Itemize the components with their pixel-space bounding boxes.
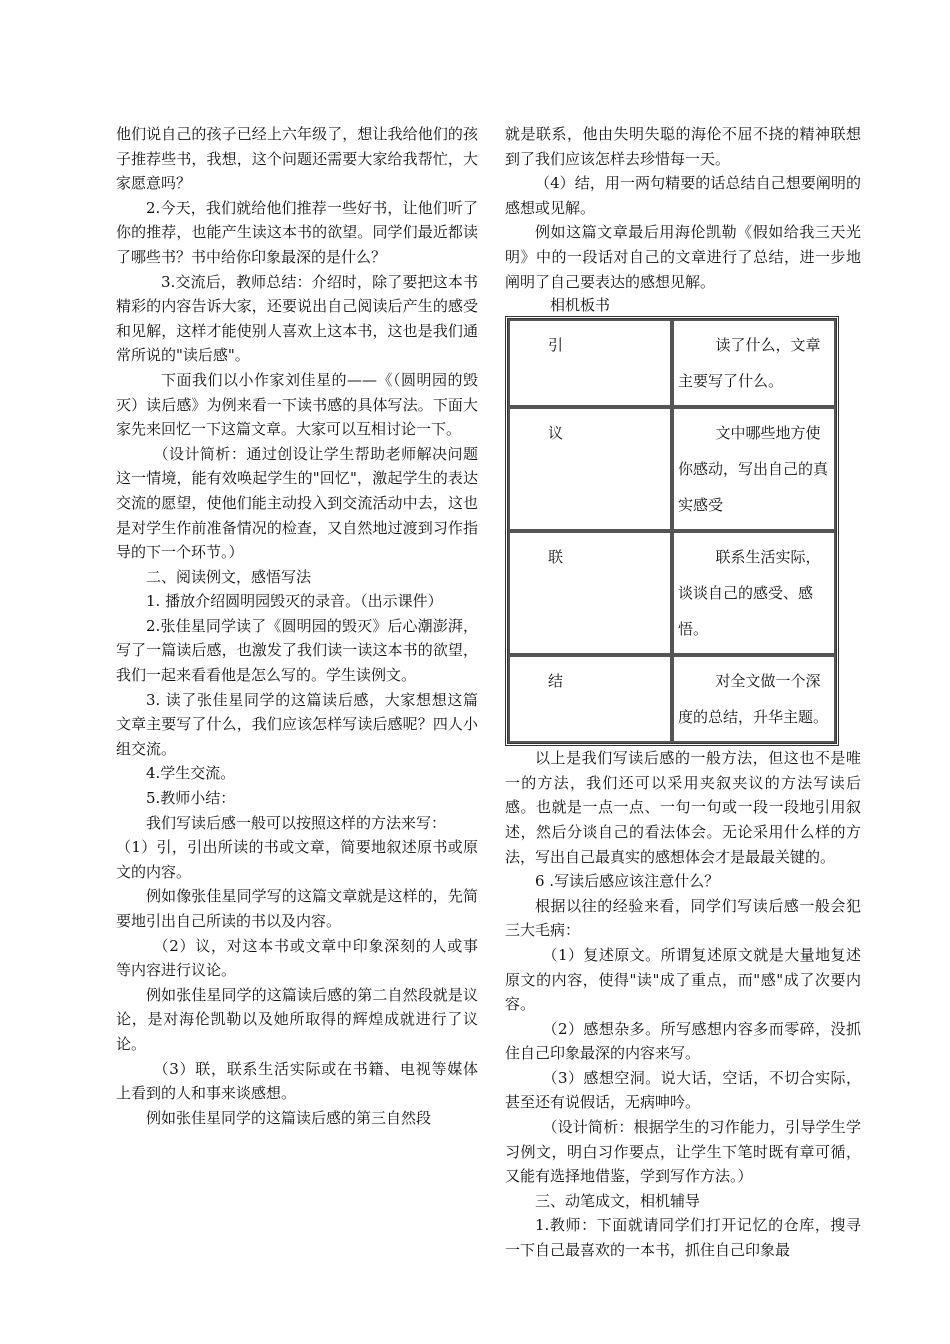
paragraph: 例如这篇文章最后用海伦凯勒《假如给我三天光明》中的一段话对自己的文章进行了总结，进一步地阐明了自己要表达的感想见解。 bbox=[505, 223, 861, 291]
paragraph: 3.交流后，教师总结：介绍时，除了要把这本书精彩的内容告诉大家，还要说出自己阅读后产生的感受和见解，这样才能使别人喜欢上这本书，这也是我们通常所说的"读后感"。 bbox=[116, 272, 478, 365]
paragraph: （3）感想空洞。说大话，空话，不切合实际，甚至还有说假话，无病呻吟。 bbox=[505, 1068, 861, 1112]
paragraph: 例如张佳星同学的这篇读后感的第三自然段 bbox=[146, 1108, 432, 1127]
table-row bbox=[508, 319, 836, 407]
board-key: 结 bbox=[508, 655, 672, 743]
board-text: 读了什么，文章主要写了什么。 bbox=[672, 319, 836, 407]
paragraph: 他们说自己的孩子已经上六年级了，想让我给他们的孩子推荐些书，我想，这个问题还需要大家给我帮忙，大家愿意吗？ bbox=[116, 125, 478, 193]
paragraph: 2.今天，我们就给他们推荐一些好书，让他们听了你的推荐，也能产生读这本书的欲望。同学们最近都读了哪些书？书中给你印象最深的是什么？ bbox=[116, 198, 478, 266]
paragraph: 我们写读后感一般可以按照这样的方法来写： bbox=[146, 813, 447, 832]
board-key: 议 bbox=[508, 407, 672, 531]
section-heading: 6 .写读后感应该注意什么？ bbox=[535, 872, 720, 891]
paragraph: 就是联系，他由失明失聪的海伦不屈不挠的精神联想到了我们应该怎样去珍惜每一天。 bbox=[505, 125, 861, 168]
right-column bbox=[505, 122, 861, 1263]
board-text: 文中哪些地方使你感动，写出自己的真实感受 bbox=[672, 407, 836, 531]
blackboard-table bbox=[505, 316, 839, 746]
board-text: 联系生活实际，谈谈自己的感受、感悟。 bbox=[672, 531, 836, 655]
paragraph: （1）复述原文。所谓复述原文就是大量地复述原文的内容，使得"读"成了重点，而"感"成了次要内容。 bbox=[505, 945, 861, 1014]
table-row bbox=[508, 655, 836, 743]
section-heading: 三、动笔成文，相机辅导 bbox=[535, 1191, 701, 1210]
paragraph: （2）议，对这本书或文章中印象深刻的人或事等内容进行议论。 bbox=[116, 936, 478, 980]
paragraph: 下面我们以小作家刘佳星的——《（圆明园的毁灭）读后感》为例来看一下读书感的具体写法。下面大家先来回忆一下这篇文章。大家可以互相讨论一下。 bbox=[116, 370, 478, 439]
paragraph: 例如像张佳星同学写的这篇文章就是这样的，先简要地引出自己所读的书以及内容。 bbox=[116, 887, 478, 930]
board-text: 对全文做一个深度的总结，升华主题。 bbox=[672, 655, 836, 743]
paragraph: （4）结，用一两句精要的话总结自己想要阐明的感想或见解。 bbox=[505, 174, 861, 217]
section-heading: 二、阅读例文，感悟写法 bbox=[146, 567, 312, 586]
paragraph: 1.教师：下面就请同学们打开记忆的仓库，搜寻一下自己最喜欢的一本书，抓住自己印象最 bbox=[505, 1216, 861, 1260]
left-column bbox=[116, 122, 478, 1130]
paragraph: 例如张佳星同学的这篇读后感的第二自然段就是议论，是对海伦凯勒以及她所取得的辉煌成就进行了议论。 bbox=[116, 985, 478, 1053]
paragraph: 4.学生交流。 bbox=[146, 764, 236, 783]
paragraph: 3. 读了张佳星同学的这篇读后感，大家想想这篇文章主要写了什么，我们应该怎样写读后感呢？四人小组交流。 bbox=[116, 690, 478, 758]
paragraph: 1. 播放介绍圆明园毁灭的录音。（出示课件） bbox=[146, 592, 443, 611]
paragraph: （3）联，联系生活实际或在书籍、电视等媒体上看到的人和事来谈感想。 bbox=[116, 1059, 478, 1103]
paragraph: 2.张佳星同学读了《圆明园的毁灭》后心潮澎湃，写了一篇读后感，也激发了我们读一读这本书的欲望，我们一起来看看他是怎么写的。学生读例文。 bbox=[116, 616, 478, 685]
paragraph: 5.教师小结： bbox=[146, 789, 236, 808]
design-note: （设计简析：根据学生的习作能力，引导学生学习例文，明白习作要点，让学生下笔时既有章可循，又能有选择地借鉴，学到写作方法。） bbox=[505, 1118, 861, 1186]
board-key: 联 bbox=[508, 531, 672, 655]
paragraph: 以上是我们写读后感的一般方法，但这也不是唯一的方法，我们还可以采用夹叙夹议的方法写读后感。也就是一点一点、一句一句或一段一段地引用叙述，然后分谈自己的看法体会。无论采用什么样的方法，写出自己最真实的感想体会才是最最关键的。 bbox=[505, 749, 861, 866]
board-caption: 相机板书 bbox=[550, 296, 611, 315]
table-row bbox=[508, 407, 836, 531]
paragraph: （2）感想杂多。所写感想内容多而零碎，没抓住自己印象最深的内容来写。 bbox=[505, 1019, 861, 1063]
paragraph: （1）引，引出所读的书或文章，简要地叙述原书或原文的内容。 bbox=[116, 838, 478, 881]
design-note: （设计简析：通过创设让学生帮助老师解决问题这一情境，能有效唤起学生的"回忆"，激起学生的表达交流的愿望，使他们能主动投入到交流活动中去，这也是对学生作前准备情况的检查，又自然地过渡到习作指导的下一个环节。） bbox=[116, 444, 478, 562]
paragraph: 根据以往的经验来看，同学们写读后感一般会犯三大毛病： bbox=[505, 896, 861, 940]
board-key: 引 bbox=[508, 319, 672, 407]
table-row bbox=[508, 531, 836, 655]
